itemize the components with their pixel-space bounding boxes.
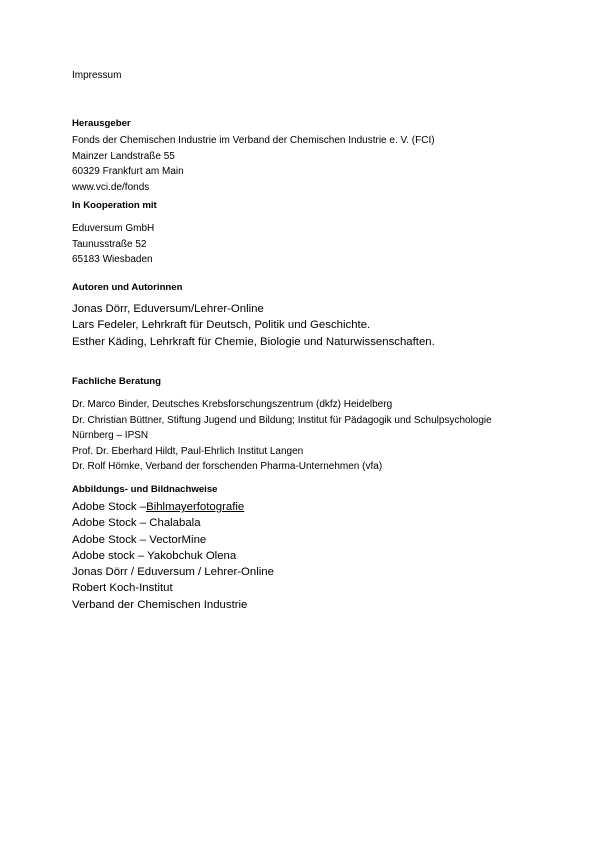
beratung-line: Dr. Rolf Hömke, Verband der forschenden Pharma-Unternehmen (vfa) xyxy=(72,461,383,472)
autor-line: Lars Fedeler, Lehrkraft für Deutsch, Politik und Geschichte. xyxy=(72,319,371,332)
section-autoren xyxy=(72,281,572,350)
autor-line: Esther Käding, Lehrkraft für Chemie, Biologie und Naturwissenschaften. xyxy=(72,335,435,348)
section-beratung xyxy=(72,375,572,475)
heading-kooperation: In Kooperation mit xyxy=(72,200,157,211)
heading-herausgeber: Herausgeber xyxy=(72,118,131,129)
bildnachweis-line: Robert Koch-Institut xyxy=(72,582,173,595)
kooperation-line: Eduversum GmbH xyxy=(72,223,155,234)
bildnachweis-line: Adobe Stock – Chalabala xyxy=(72,517,201,530)
bildnachweis-line: Jonas Dörr / Eduversum / Lehrer-Online xyxy=(72,566,274,579)
beratung-line: Prof. Dr. Eberhard Hildt, Paul-Ehrlich Institut Langen xyxy=(72,445,304,457)
beratung-line: Dr. Christian Büttner, Stiftung Jugend und Bildung; Institut für Pädagogik und Schulpsychologie xyxy=(72,414,492,426)
herausgeber-url: www.vci.de/fonds xyxy=(72,181,150,193)
herausgeber-line: 60329 Frankfurt am Main xyxy=(72,166,184,177)
herausgeber-line: Fonds der Chemischen Industrie im Verband der Chemischen Industrie e. V. (FCI) xyxy=(72,135,435,146)
beratung-line: Dr. Marco Binder, Deutsches Krebsforschungszentrum (dkfz) Heidelberg xyxy=(72,399,393,410)
bildnachweis-line: Adobe Stock – VectorMine xyxy=(72,533,207,546)
page-title-text: Impressum xyxy=(72,70,122,81)
bildnachweis-prefix: Adobe Stock – xyxy=(72,501,147,513)
autor-line: Jonas Dörr, Eduversum/Lehrer-Online xyxy=(72,303,264,315)
bihlmayerfotografie-link[interactable]: Bihlmayerfotografie xyxy=(146,501,245,513)
bildnachweis-line: Adobe stock – Yakobchuk Olena xyxy=(72,549,237,562)
section-kooperation xyxy=(72,199,572,268)
heading-bildnachweise: Abbildungs- und Bildnachweise xyxy=(72,484,218,495)
page-title xyxy=(72,68,572,84)
section-herausgeber xyxy=(72,117,572,195)
beratung-line: Nürnberg – IPSN xyxy=(72,430,149,441)
kooperation-line: Taunusstraße 52 xyxy=(72,238,147,250)
section-bildnachweise xyxy=(72,483,572,613)
heading-beratung: Fachliche Beratung xyxy=(72,376,162,387)
kooperation-line: 65183 Wiesbaden xyxy=(72,254,153,265)
bildnachweis-line: Verband der Chemischen Industrie xyxy=(72,598,248,611)
heading-autoren: Autoren und Autorinnen xyxy=(72,282,183,293)
herausgeber-line: Mainzer Landstraße 55 xyxy=(72,150,175,162)
bildnachweis-line-first xyxy=(72,499,572,515)
